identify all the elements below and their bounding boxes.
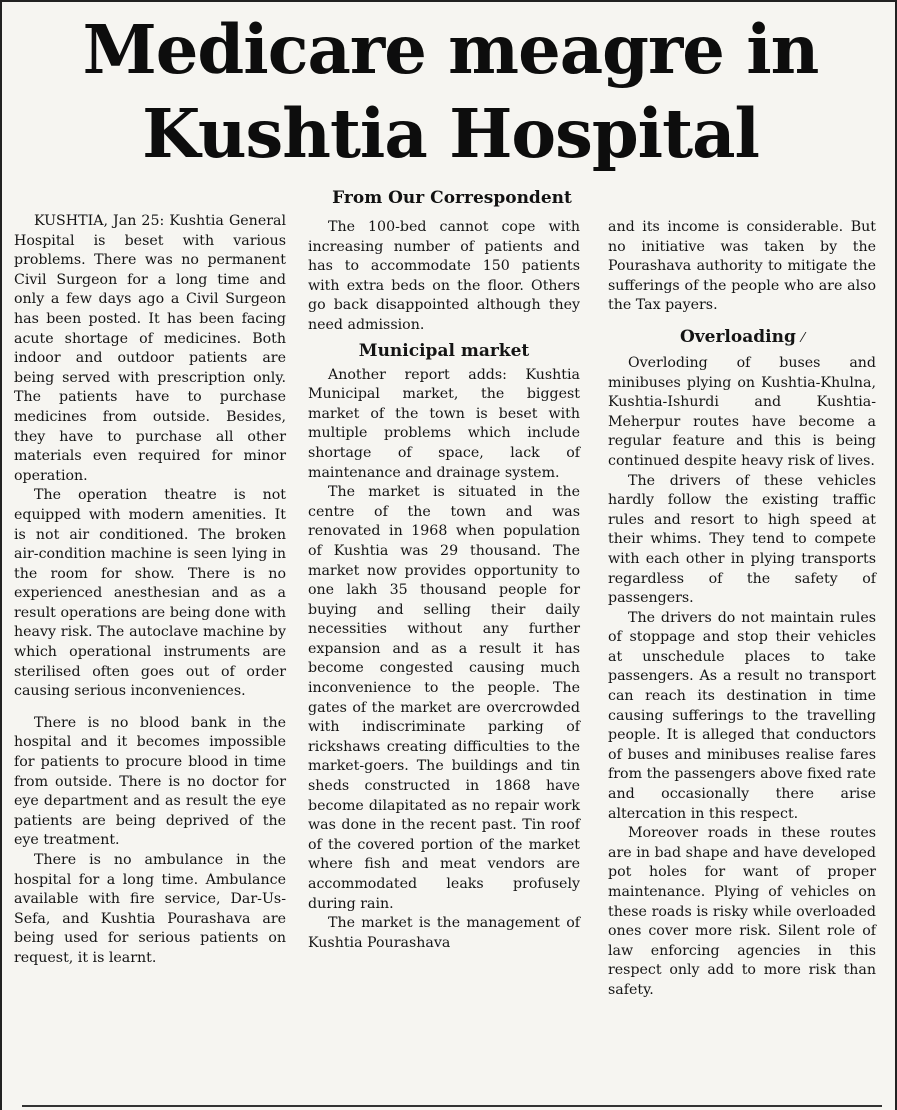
scribble-mark-icon: ⁄ [801,330,805,346]
subhead-overloading [608,326,876,350]
paragraph: There is no blood bank in the hospital and it becomes impossible for patients to procure blood in time from outside. There is no doctor for eye department and as result the eye patients are being deprived of the eye treatment. [14,714,286,849]
paragraph: The market is the management of Kushtia Pourashava [308,915,580,951]
paragraph: The operation theatre is not equipped with modern amenities. It is not air conditioned. The broken air-condition machine is seen lying in the room for show. There is no experienced anesthesian and as a result operations are being done with heavy risk. The autoclave machine by which operational instruments are sterilised often goes out of order causing serious inconveniences. [14,487,286,700]
paragraph: Another report adds: Kushtia Municipal market, the biggest market of the town is beset with multiple problems which include shortage of space, lack of maintenance and drainage system. [308,366,580,481]
subhead-municipal-market: Municipal market [358,340,530,361]
bottom-rule [22,1105,882,1107]
paragraph: The drivers do not maintain rules of stoppage and stop their vehicles at unschedule places to take passengers. As a result no transport can reach its destination in time causing sufferings to the travelling people. It is alleged that conductors of buses and minibuses realise fares from the passengers above fixed rate and occasionally there arise altercation in this respect. [608,609,876,822]
paragraph: The drivers of these vehicles hardly follow the existing traffic rules and resort to high speed at their whims. They tend to compete with each other in plying transports regardless of the safety of passengers. [608,472,876,607]
column-3 [608,218,876,1001]
paragraph: KUSHTIA, Jan 25: Kushtia General Hospital is beset with various problems. There was no permanent Civil Surgeon for a long time and only a few days ago a Civil Surgeon has been posted. It has been facing acute shortage of medicines. Both indoor and outdoor patients are being served with prescription only. The patients have to purchase medicines from outside. Besides, they have to purchase all other materials even required for minor operation. [14,213,286,484]
subhead-overloading-text: Overloading [679,326,796,347]
paragraph: The market is situated in the centre of the town and was renovated in 1968 when population of Kushtia was 29 thousand. The market now provides opportunity to one lakh 35 thousand people for buying and selling their daily necessities without any further expansion and as a result it has become congested causing much inconvenience to the people. The gates of the market are overcrowded with indiscriminate parking of rickshaws creating difficulties to the market-goers. The buildings and tin sheds constructed in 1868 have become dilapitated as no repair work was done in the recent past. Tin roof of the covered portion of the market where fish and meat vendors are accommodated leaks profusely during rain. [308,484,580,912]
headline: Medicare meagre in Kushtia Hospital [82,10,819,173]
paragraph: There is no ambulance in the hospital for a long time. Ambulance available with fire service, Dar-Us-Sefa, and Kushtia Pourashava are being used for serious patients on request, it is learnt. [14,852,286,966]
paragraph: Moreover roads in these routes are in bad shape and have developed pot holes for want of proper maintenance. Plying of vehicles on these roads is risky while overloaded ones cover more risk. Silent role of law enforcing agencies in this respect only add to more risk than safety. [608,825,876,998]
column-1 [14,212,286,969]
byline: From Our Correspondent [332,188,572,208]
column-2 [308,218,580,953]
paragraph: Overloding of buses and minibuses plying on Kushtia-Khulna, Kushtia-Ishurdi and Kushtia-Meherpur routes have become a regular feature and this is being continued despite heavy risk of lives. [608,354,876,469]
paragraph: The 100-bed cannot cope with increasing number of patients and has to accommodate 150 patients with extra beds on the floor. Others go back disappointed although they need admission. [308,219,580,333]
paragraph: and its income is considerable. But no initiative was taken by the Pourashava authority to mitigate the sufferings of the people who are also the Tax payers. [608,219,876,314]
